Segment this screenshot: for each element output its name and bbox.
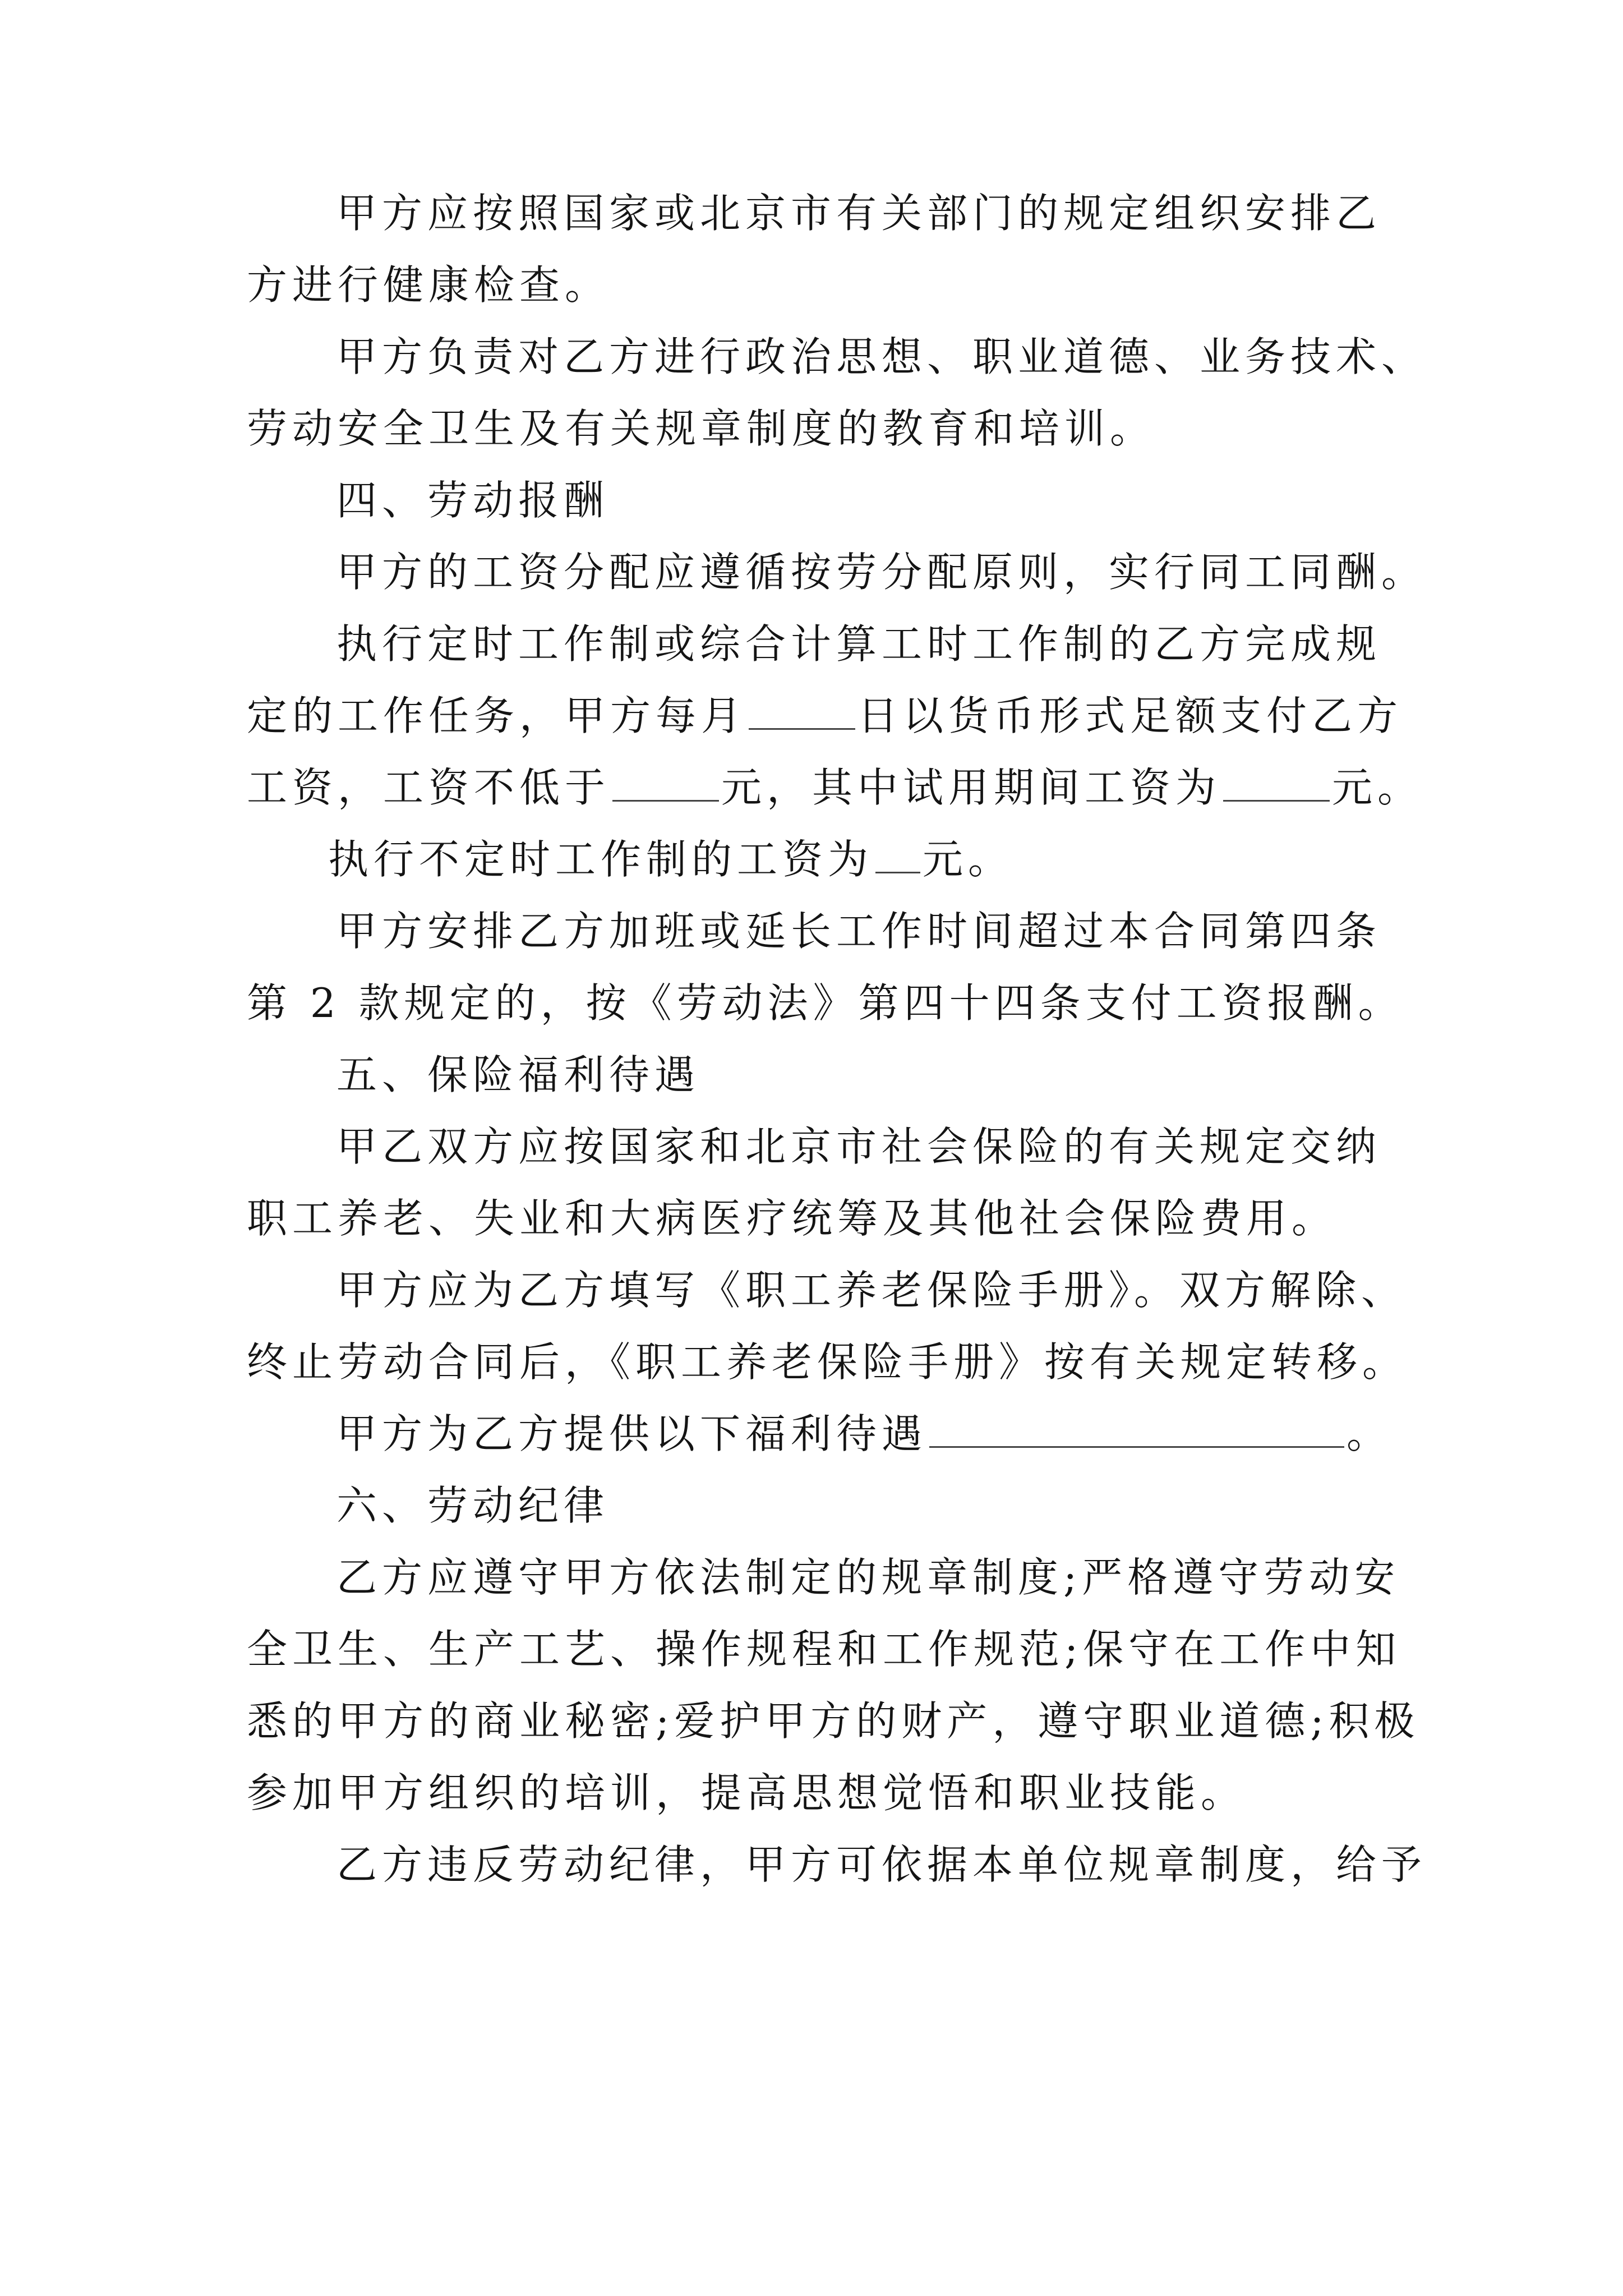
text-segment: 定的工作任务，甲方每月 <box>247 692 747 739</box>
text-line: 方进行健康检查。 <box>247 261 611 309</box>
fill-in-blank <box>749 692 855 730</box>
fill-in-blank <box>612 764 719 802</box>
fill-in-blank <box>1223 764 1330 802</box>
text-segment: 日以货币形式足额支付乙方 <box>857 692 1403 739</box>
text-segment: 元。 <box>1332 764 1423 811</box>
text-line: 悉的甲方的商业秘密;爱护甲方的财产，遵守职业道德;积极 <box>247 1697 1420 1745</box>
section-heading: 五、保险福利待遇 <box>336 1051 700 1098</box>
text-line: 甲方负责对乙方进行政治思想、职业道德、业务技术、 <box>336 333 1427 380</box>
text-line <box>247 760 1423 816</box>
text-line: 劳动安全卫生及有关规章制度的教育和培训。 <box>247 405 1156 452</box>
text-line <box>328 831 1013 887</box>
section-heading: 六、劳动纪律 <box>336 1482 610 1529</box>
fill-in-blank <box>875 836 920 873</box>
section-heading: 四、劳动报酬 <box>336 477 610 524</box>
text-line: 甲方的工资分配应遵循按劳分配原则，实行同工同酬。 <box>336 549 1427 596</box>
text-line: 第 2 款规定的，按《劳动法》第四十四条支付工资报酬。 <box>247 979 1404 1027</box>
text-segment: 元，其中试用期间工资为 <box>721 764 1221 811</box>
text-line <box>247 688 1403 744</box>
text-segment: 工资，工资不低于 <box>247 764 611 811</box>
text-line: 乙方违反劳动纪律，甲方可依据本单位规章制度，给予 <box>336 1841 1427 1888</box>
text-line: 参加甲方组织的培训，提高思想觉悟和职业技能。 <box>247 1769 1247 1816</box>
text-line: 甲方应为乙方填写《职工养老保险手册》。双方解除、 <box>336 1267 1407 1314</box>
text-segment: 执行不定时工作制的工资为 <box>328 836 874 883</box>
text-line: 执行定时工作制或综合计算工时工作制的乙方完成规 <box>336 620 1382 668</box>
text-line <box>336 1406 1392 1462</box>
text-line: 乙方应遵守甲方依法制定的规章制度;严格遵守劳动安 <box>336 1554 1400 1601</box>
text-line: 全卫生、生产工艺、操作规程和工作规范;保守在工作中知 <box>247 1626 1401 1673</box>
text-line: 终止劳动合同后，《职工养老保险手册》按有关规定转移。 <box>247 1338 1408 1386</box>
text-segment: 元。 <box>923 836 1014 883</box>
text-line: 甲方安排乙方加班或延长工作时间超过本合同第四条 <box>336 908 1382 955</box>
text-line: 甲乙双方应按国家和北京市社会保险的有关规定交纳 <box>336 1123 1382 1170</box>
text-line: 职工养老、失业和大病医疗统筹及其他社会保险费用。 <box>247 1195 1338 1242</box>
text-line: 甲方应按照国家或北京市有关部门的规定组织安排乙 <box>336 190 1382 237</box>
fill-in-blank <box>929 1410 1344 1448</box>
text-segment: 甲方为乙方提供以下福利待遇 <box>336 1410 928 1457</box>
text-segment: 。 <box>1347 1410 1393 1457</box>
